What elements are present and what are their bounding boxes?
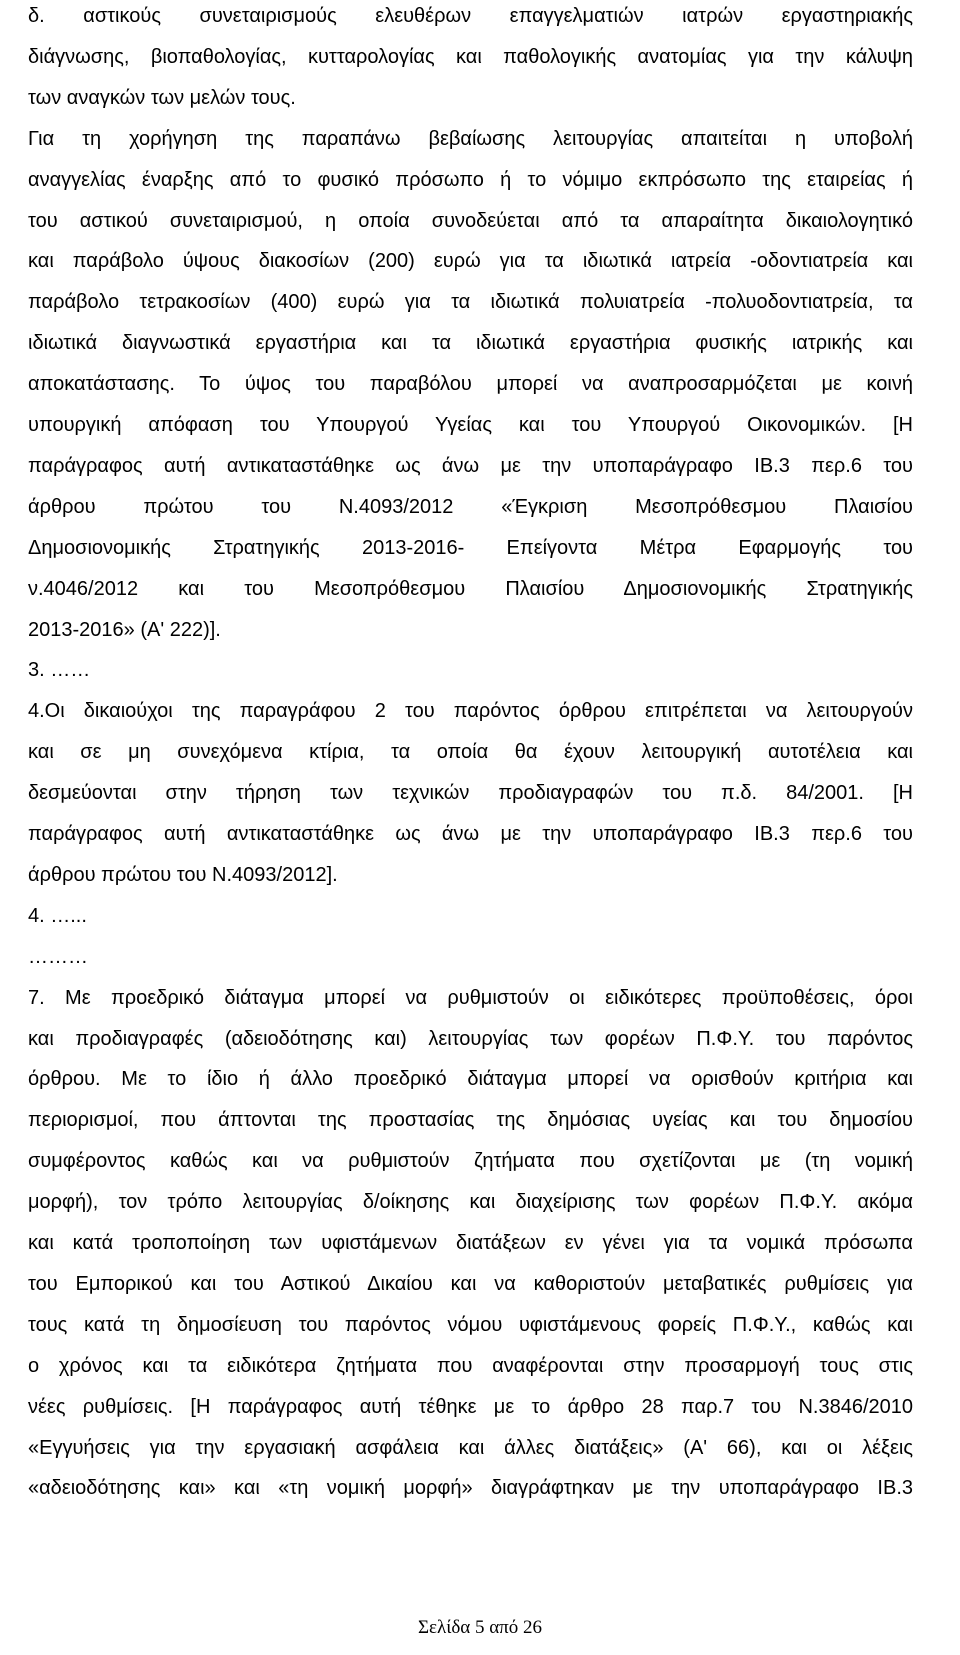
text-line: ……… [28, 945, 88, 968]
text-line: 7. Με προεδρικό διάταγμα μπορεί να ρυθμιστούν οι ειδικότερες προϋποθέσεις, όροι [28, 986, 913, 1009]
text-line: «αδειοδότησης και» και «τη νομική μορφή» διαγράφτηκαν με την υποπαράγραφο ΙΒ.3 [28, 1477, 913, 1500]
text-line: αναγγελίας έναρξης από το φυσικό πρόσωπο ή το νόμιμο εκπρόσωπο της εταιρείας ή [28, 168, 913, 191]
text-line: και προδιαγραφές (αδειοδότησης και) λειτουργίας των φορέων Π.Φ.Υ. του παρόντος [28, 1027, 913, 1050]
text-line: περιορισμοί, που άπτονται της προστασίας της δημόσιας υγείας και του δημοσίου [28, 1109, 913, 1132]
text-line: ν.4046/2012 και του Μεσοπρόθεσμου Πλαισίου Δημοσιονομικής Στρατηγικής [28, 577, 913, 600]
text-line: Δημοσιονομικής Στρατηγικής 2013-2016- Επείγοντα Μέτρα Εφαρμογής του [28, 536, 913, 559]
text-line: αποκατάστασης. Το ύψος του παραβόλου μπορεί να αναπροσαρμόζεται με κοινή [28, 373, 913, 396]
text-line: και κατά τροποποίηση των υφιστάμενων διατάξεων εν γένει για τα νομικά πρόσωπα [28, 1232, 913, 1254]
text-line: όρθρου. Με το ίδιο ή άλλο προεδρικό διάταγμα μπορεί να ορισθούν κριτήρια και [28, 1068, 913, 1091]
text-line: Για τη χορήγηση της παραπάνω βεβαίωσης λειτουργίας απαιτείται η υποβολή [28, 127, 913, 150]
text-line: παράβολο τετρακοσίων (400) ευρώ για τα ιδιωτικά πολυιατρεία -πολυοδοντιατρεία, τα [28, 291, 913, 314]
text-line: και σε μη συνεχόμενα κτίρια, τα οποία θα έχουν λειτουργική αυτοτέλεια και [28, 741, 913, 764]
text-line: δεσμεύονται στην τήρηση των τεχνικών προδιαγραφών του π.δ. 84/2001. [Η [28, 782, 913, 805]
text-line: του Εμπορικού και του Αστικού Δικαίου και να καθοριστούν μεταβατικές ρυθμίσεις για [28, 1272, 913, 1295]
text-line: άρθρου πρώτου του Ν.4093/2012 «Έγκριση Μεσοπρόθεσμου Πλαισίου [28, 495, 913, 518]
text-line: μορφή), τον τρόπο λειτουργίας δ/οίκησης και διαχείρισης των φορέων Π.Φ.Υ. ακόμα [28, 1191, 913, 1214]
text-line: τους κατά τη δημοσίευση του παρόντος νόμου υφιστάμενους φορείς Π.Φ.Υ., καθώς και [28, 1313, 913, 1336]
text-line: ο χρόνος και τα ειδικότερα ζητήματα που αναφέρονται στην προσαρμογή τους στις [28, 1354, 913, 1377]
text-line: άρθρου πρώτου του Ν.4093/2012]. [28, 863, 338, 886]
text-line: υπουργική απόφαση του Υπουργού Υγείας και του Υπουργού Οικονομικών. [Η [28, 414, 913, 436]
text-line: 4.Οι δικαιούχοι της παραγράφου 2 του παρόντος όρθρου επιτρέπεται να λειτουργούν [28, 700, 913, 723]
text-line: 3. …… [28, 659, 91, 682]
page-footer: Σελίδα 5 από 26 [417, 1617, 543, 1638]
text-line: παράγραφος αυτή αντικαταστάθηκε ως άνω με την υποπαράγραφο ΙΒ.3 περ.6 του [28, 454, 913, 477]
text-line: παράγραφος αυτή αντικαταστάθηκε ως άνω με την υποπαράγραφο ΙΒ.3 περ.6 του [28, 823, 913, 845]
text-line: των αναγκών των μελών τους. [28, 86, 296, 109]
text-line: νέες ρυθμίσεις. [Η παράγραφος αυτή τέθηκε με το άρθρο 28 παρ.7 του Ν.3846/2010 [28, 1395, 913, 1418]
text-line: δ. αστικούς συνεταιρισμούς ελευθέρων επαγγελματιών ιατρών εργαστηριακής [28, 5, 913, 27]
text-line: ιδιωτικά διαγνωστικά εργαστήρια και τα ιδιωτικά εργαστήρια φυσικής ιατρικής και [28, 332, 913, 355]
text-line: του αστικού συνεταιρισμού, η οποία συνοδεύεται από τα απαραίτητα δικαιολογητικό [28, 209, 913, 232]
text-line: 2013-2016» (Α' 222)]. [28, 618, 221, 641]
text-line: διάγνωσης, βιοπαθολογίας, κυτταρολογίας και παθολογικής ανατομίας για την κάλυψη [28, 45, 913, 68]
text-line: και παράβολο ύψους διακοσίων (200) ευρώ για τα ιδιωτικά ιατρεία -οδοντιατρεία και [28, 250, 913, 273]
text-line: «Εγγυήσεις για την εργασιακή ασφάλεια και άλλες διατάξεις» (Α' 66), και οι λέξεις [28, 1436, 913, 1459]
text-line: 4. …... [28, 904, 87, 927]
text-line: συμφέροντος καθώς και να ρυθμιστούν ζητήματα που σχετίζονται με (τη νομική [28, 1150, 913, 1173]
